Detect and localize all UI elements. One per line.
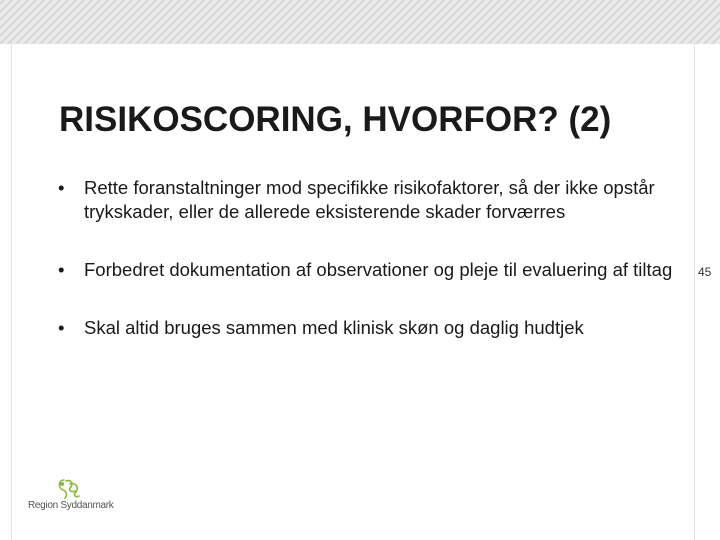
page-number: 45 [698,265,712,279]
top-background-pattern [0,0,720,44]
bullet-text: Forbedret dokumentation af observationer og pleje til evaluering af tiltag [84,259,673,280]
bullet-marker: • [58,317,65,338]
bullet-marker: • [58,177,65,198]
bullet-item [58,316,678,340]
bullet-list [58,176,678,340]
logo-text: Region Syddanmark [28,500,114,511]
slide-title: RISIKOSCORING, HVORFOR? (2) [59,100,612,139]
bullet-text: Rette foranstaltninger mod specifikke risikofaktorer, så der ikke opstår trykskader, eller de allerede eksisterende skader forværres [84,177,655,222]
bullet-item [58,176,678,224]
bullet-text: Skal altid bruges sammen med klinisk skøn og daglig hudtjek [84,317,584,338]
bullet-item [58,258,678,282]
region-syddanmark-logo-icon [28,476,100,520]
bullet-marker: • [58,259,65,280]
